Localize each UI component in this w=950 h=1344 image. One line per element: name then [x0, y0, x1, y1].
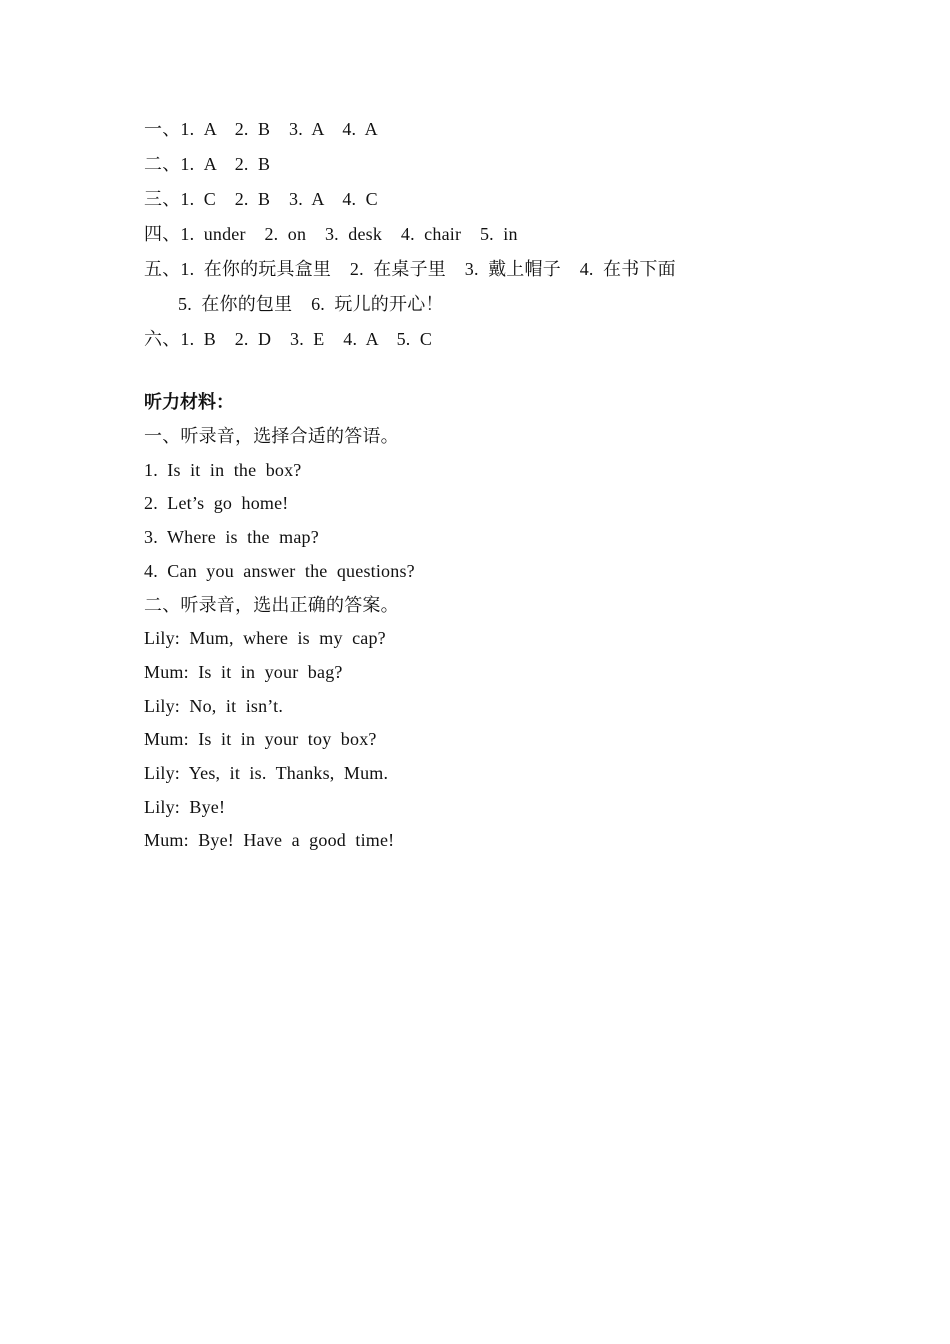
- answer-line-1: 一、1. A 2. B 3. A 4. A: [144, 119, 378, 139]
- answer-line-4: 四、1. under 2. on 3. desk 4. chair 5. in: [144, 224, 518, 244]
- section-spacer: [144, 357, 824, 385]
- listening-line: 4. Can you answer the questions?: [144, 560, 415, 581]
- listening-line: 二、听录音，选出正确的答案。: [144, 594, 399, 615]
- answer-line-5: 五、1. 在你的玩具盒里 2. 在桌子里 3. 戴上帽子 4. 在书下面: [144, 259, 676, 279]
- listening-line: Lily: Bye!: [144, 796, 226, 817]
- listening-line: Mum: Bye! Have a good time!: [144, 830, 395, 851]
- document-content: [144, 112, 824, 858]
- listening-line: Mum: Is it in your bag?: [144, 661, 343, 682]
- listening-heading: 听力材料：: [144, 392, 234, 412]
- listening-line: 1. Is it in the box?: [144, 459, 302, 480]
- answer-line-3: 三、1. C 2. B 3. A 4. C: [144, 189, 378, 209]
- listening-line: Mum: Is it in your toy box?: [144, 729, 377, 750]
- answer-line-6: 六、1. B 2. D 3. E 4. A 5. C: [144, 329, 433, 349]
- listening-line: Lily: Mum, where is my cap?: [144, 628, 386, 649]
- listening-line: 2. Let’s go home!: [144, 493, 289, 514]
- listening-line: 3. Where is the map?: [144, 527, 319, 548]
- answer-line-5-continued: 5. 在你的包里 6. 玩儿的开心！: [178, 294, 444, 314]
- answer-line-2: 二、1. A 2. B: [144, 154, 271, 174]
- listening-line: Lily: Yes, it is. Thanks, Mum.: [144, 763, 389, 784]
- listening-line: Lily: No, it isn’t.: [144, 695, 284, 716]
- listening-material: [144, 385, 824, 858]
- listening-line: 一、听录音，选择合适的答语。: [144, 426, 399, 446]
- answer-key: [144, 112, 824, 357]
